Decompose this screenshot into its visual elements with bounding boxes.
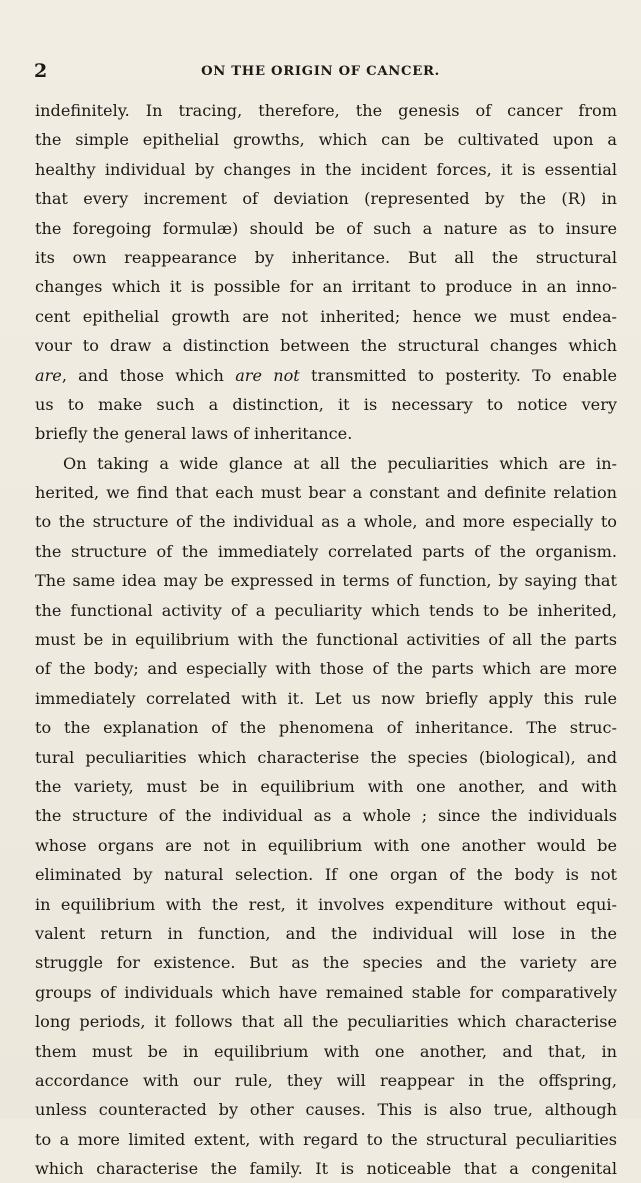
text-line: to a more limited extent, with regard to the structural peculiarities [35, 1129, 617, 1149]
text-line: The same idea may be expressed in terms of function, by saying that [35, 571, 617, 591]
text-line: tural peculiarities which characterise the species (biological), and [35, 747, 617, 767]
running-head [0, 58, 641, 84]
text-line: healthy individual by changes in the incident forces, it is essential [35, 159, 617, 179]
italic-phrase: are not [235, 365, 300, 385]
text-line: us to make such a distinction, it is necessary to notice very [35, 394, 617, 414]
text-line: the structure of the individual as a whole ; since the individuals [35, 806, 617, 826]
text-line: must be in equilibrium with the functional activities of all the parts [35, 630, 617, 650]
text-line-with-italics [35, 361, 617, 390]
text-line: changes which it is possible for an irritant to produce in an inno- [35, 277, 617, 297]
running-title: ON THE ORIGIN OF CANCER. [201, 64, 440, 79]
text-line: accordance with our rule, they will reappear in the offspring, [35, 1070, 617, 1090]
text-line: to the explanation of the phenomena of inheritance. The struc- [35, 718, 617, 738]
text-line: immediately correlated with it. Let us now briefly apply this rule [35, 688, 617, 708]
text-line: briefly the general laws of inheritance. [35, 424, 353, 444]
text-line: struggle for existence. But as the species and the variety are [35, 953, 617, 973]
text-line: that every increment of deviation (represented by the (R) in [35, 189, 617, 209]
text-line: its own reappearance by inheritance. But all the structural [35, 247, 617, 267]
text-line: to the structure of the individual as a whole, and more especially to [35, 512, 617, 532]
text-line: unless counteracted by other causes. This is also true, although [35, 1100, 617, 1120]
text-line: whose organs are not in equilibrium with one another would be [35, 835, 617, 855]
page-number: 2 [34, 60, 48, 82]
text-line: groups of individuals which have remained stable for comparatively [35, 982, 617, 1002]
text-line: the functional activity of a peculiarity which tends to be inherited, [35, 600, 617, 620]
text-line: vour to draw a distinction between the structural changes which [35, 336, 617, 356]
text-line: cent epithelial growth are not inherited; hence we must endea- [35, 306, 617, 326]
text-line: of the body; and especially with those of the parts which are more [35, 659, 617, 679]
body-text [35, 96, 617, 1183]
text-line: in equilibrium with the rest, it involves expenditure without equi- [35, 894, 617, 914]
text-line: the variety, must be in equilibrium with one another, and with [35, 776, 617, 796]
paragraph-first-line: On taking a wide glance at all the peculiarities which are in- [63, 453, 617, 473]
text-line: long periods, it follows that all the peculiarities which characterise [35, 1012, 617, 1032]
text-line: the simple epithelial growths, which can be cultivated upon a [35, 130, 617, 150]
text-segment: , and those which [61, 365, 236, 385]
text-line: herited, we find that each must bear a constant and definite relation [35, 483, 617, 503]
text-segment: transmitted to posterity. To enable [299, 365, 618, 385]
text-line: which characterise the family. It is noticeable that a congenital [35, 1159, 617, 1179]
text-line: valent return in function, and the individual will lose in the [35, 923, 617, 943]
text-line: indefinitely. In tracing, therefore, the genesis of cancer from [35, 101, 617, 120]
text-line: the foregoing formulæ) should be of such a nature as to insure [35, 218, 617, 238]
italic-phrase: are [35, 365, 62, 385]
text-line: the structure of the immediately correlated parts of the organism. [35, 541, 617, 561]
text-line: them must be in equilibrium with one another, and that, in [35, 1041, 617, 1061]
text-line: eliminated by natural selection. If one organ of the body is not [35, 865, 617, 885]
